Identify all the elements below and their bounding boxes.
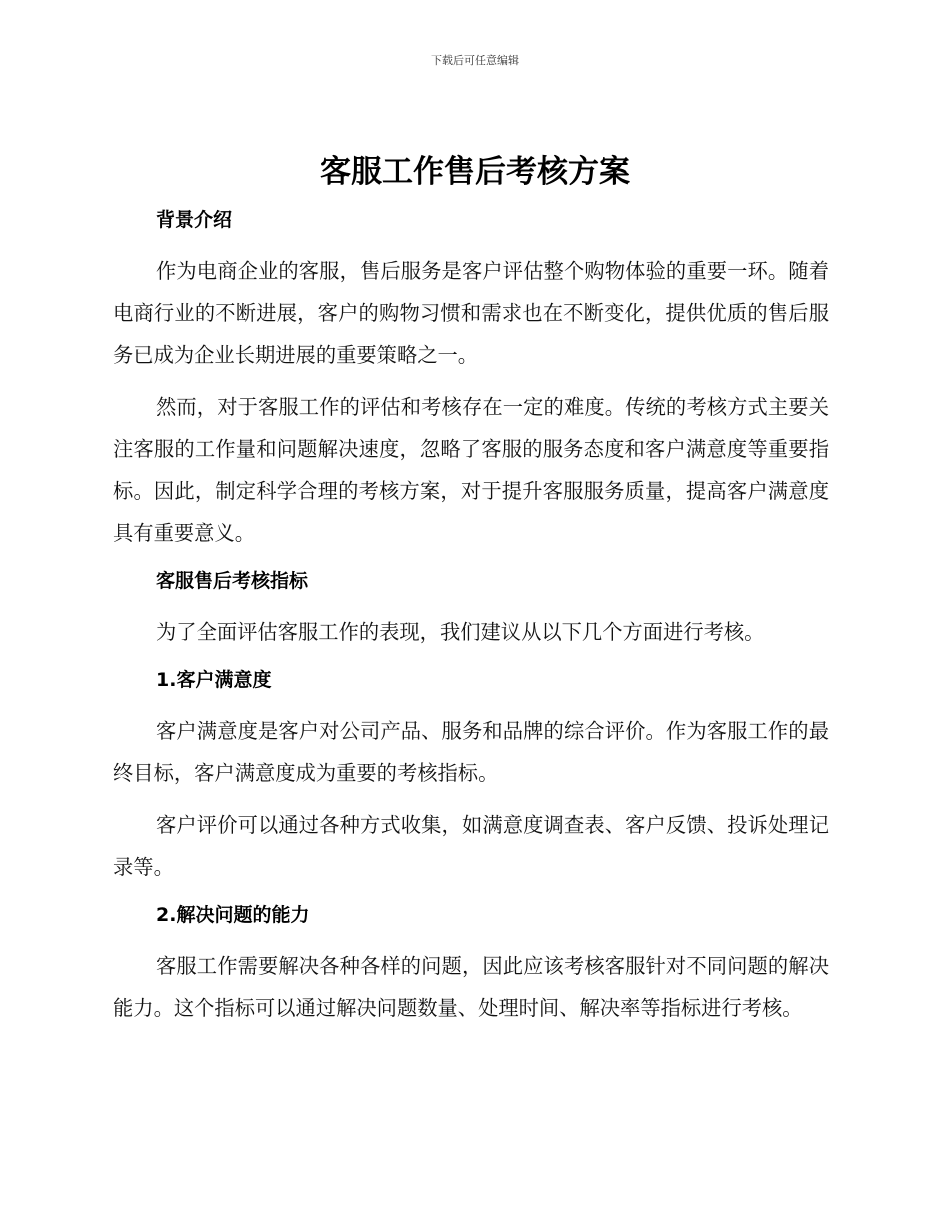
paragraph-background-1: 作为电商企业的客服，售后服务是客户评估整个购物体验的重要一环。随着电商行业的不断进展，客户的购物习惯和需求也在不断变化，提供优质的售后服务已成为企业长期进展的重要策略之一。 xyxy=(113,259,829,367)
section-heading-indicators: 客服售后考核指标 xyxy=(156,570,309,592)
section-heading-satisfaction: 1.客户满意度 xyxy=(156,669,272,691)
paragraph-satisfaction-2: 客户评价可以通过各种方式收集，如满意度调查表、客户反馈、投诉处理记录等。 xyxy=(113,813,829,879)
paragraph-background-2: 然而，对于客服工作的评估和考核存在一定的难度。传统的考核方式主要关注客服的工作量和问题解决速度，忽略了客服的服务态度和客户满意度等重要指标。因此，制定科学合理的考核方案，对于提升客服服务质量，提高客户满意度具有重要意义。 xyxy=(113,395,829,545)
paragraph-satisfaction-1: 客户满意度是客户对公司产品、服务和品牌的综合评价。作为客服工作的最终目标，客户满意度成为重要的考核指标。 xyxy=(113,719,829,785)
paragraph-indicators-1: 为了全面评估客服工作的表现，我们建议从以下几个方面进行考核。 xyxy=(156,620,765,644)
section-heading-problem-solving: 2.解决问题的能力 xyxy=(156,904,310,926)
document-body xyxy=(113,203,829,1029)
page-header-note: 下载后可任意编辑 xyxy=(431,54,519,67)
document-title: 客服工作售后考核方案 xyxy=(320,154,630,190)
paragraph-problem-solving-1: 客服工作需要解决各种各样的问题，因此应该考核客服针对不同问题的解决能力。这个指标可以通过解决问题数量、处理时间、解决率等指标进行考核。 xyxy=(113,954,829,1020)
section-heading-background: 背景介绍 xyxy=(156,209,233,231)
